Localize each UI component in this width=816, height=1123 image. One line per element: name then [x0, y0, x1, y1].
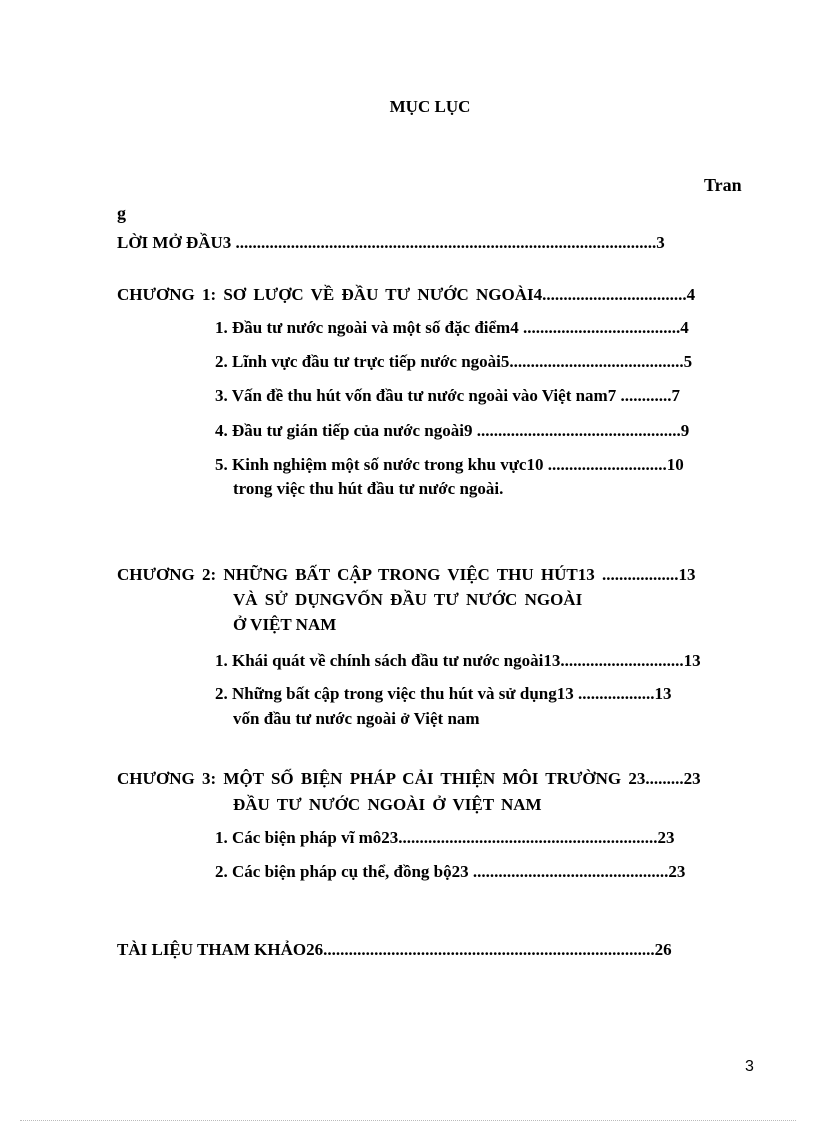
toc-entry-2-1: 1. Khái quát về chính sách đầu tư nước ngoài13.............................13	[215, 651, 701, 670]
toc-entry-1-5-cont: trong việc thu hút đầu tư nước ngoài.	[233, 479, 504, 498]
page-number: 3	[745, 1058, 754, 1075]
toc-entry-chapter-2-cont2: Ở VIỆT NAM	[233, 615, 337, 634]
toc-entry-chapter-2-cont: VÀ SỬ DỤNGVỐN ĐẦU TƯ NƯỚC NGOÀI	[233, 590, 583, 609]
toc-entry-chapter-1: CHƯƠNG 1: SƠ LƯỢC VỀ ĐẦU TƯ NƯỚC NGOÀI4..................................4	[117, 285, 696, 304]
toc-entry-1-2: 2. Lĩnh vực đầu tư trực tiếp nước ngoài5.........................................5	[215, 352, 693, 371]
toc-entry-intro: LỜI MỞ ĐẦU3 ...................................................................................................3	[117, 233, 665, 252]
toc-entry-2-2: 2. Những bất cập trong việc thu hút và sử dụng13 ..................13	[215, 684, 672, 703]
toc-entry-1-5: 5. Kinh nghiệm một số nước trong khu vực10 ............................10	[215, 455, 684, 474]
toc-entry-chapter-2: CHƯƠNG 2: NHỮNG BẤT CẬP TRONG VIỆC THU HÚT13 ..................13	[117, 565, 696, 584]
page-column-label: Tran	[704, 175, 742, 195]
toc-entry-1-4: 4. Đầu tư gián tiếp của nước ngoài9 ................................................9	[215, 421, 690, 440]
toc-entry-1-3: 3. Vấn đề thu hút vốn đầu tư nước ngoài vào Việt nam7 ............7	[215, 386, 680, 405]
toc-entry-chapter-3: CHƯƠNG 3: MỘT SỐ BIỆN PHÁP CẢI THIỆN MÔI TRƯỜNG 23.........23	[117, 769, 701, 788]
toc-entry-3-2: 2. Các biện pháp cụ thể, đồng bộ23 ..............................................23	[215, 862, 686, 881]
toc-entry-chapter-3-cont: ĐẦU TƯ NƯỚC NGOÀI Ở VIỆT NAM	[233, 795, 542, 814]
page-column-label-wrap: g	[117, 203, 126, 223]
toc-entry-3-1: 1. Các biện pháp vĩ mô23.............................................................23	[215, 828, 675, 847]
toc-entry-2-2-cont: vốn đầu tư nước ngoài ở Việt nam	[233, 709, 480, 728]
toc-entry-1-1: 1. Đầu tư nước ngoài và một số đặc điểm4 .....................................4	[215, 318, 689, 337]
page-footer-divider	[20, 1120, 796, 1121]
toc-title: MỤC LỤC	[389, 97, 471, 116]
toc-entry-references: TÀI LIỆU THAM KHẢO26..............................................................................26	[117, 940, 672, 959]
